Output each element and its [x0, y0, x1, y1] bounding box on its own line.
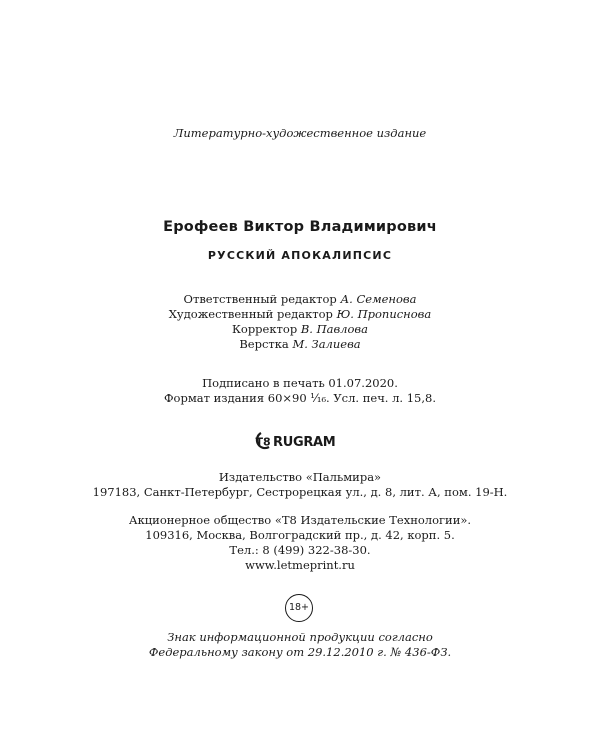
- age-rating-badge: 18+: [285, 594, 313, 622]
- printer-address: 109316, Москва, Волгоградский пр., д. 42, корп. 5.: [145, 528, 455, 542]
- publisher-address: 197183, Санкт-Петербург, Сестрорецкая ул., д. 8, лит. А, пом. 19-Н.: [92, 485, 508, 499]
- age-notice-line: Федеральному закону от 29.12.2010 г. № 436-ФЗ.: [148, 645, 452, 659]
- publisher-name: Издательство «Пальмира»: [218, 470, 382, 484]
- print-format: Формат издания 60×90 ¹⁄₁₆. Усл. печ. л. 15,8.: [163, 391, 436, 405]
- book-title: РУССКИЙ АПОКАЛИПСИС: [207, 249, 393, 262]
- credit-role: Ответственный редактор: [183, 292, 337, 306]
- credit-role: Художественный редактор: [168, 307, 333, 321]
- edition-type: Литературно-художественное издание: [173, 126, 427, 140]
- credit-person: В. Павлова: [300, 322, 368, 336]
- credit-person: М. Залиева: [292, 337, 361, 351]
- printer-name: Акционерное общество «T8 Издательские Технологии».: [128, 513, 472, 527]
- printer-phone: Тел.: 8 (499) 322-38-30.: [229, 543, 371, 557]
- credit-line: [0, 307, 600, 322]
- credit-line: [0, 292, 600, 307]
- t8-rugram-logo-svg: [252, 430, 348, 452]
- credit-role: Верстка: [239, 337, 289, 351]
- credit-role: Корректор: [232, 322, 298, 336]
- credit-line: [0, 322, 600, 337]
- logo-mark-text: T8: [255, 435, 271, 449]
- print-signed: Подписано в печать 01.07.2020.: [202, 376, 398, 390]
- t8-rugram-logo-icon: [0, 430, 600, 456]
- credit-person: А. Семенова: [340, 292, 417, 306]
- printer-website: www.letmeprint.ru: [245, 558, 355, 572]
- author-name: Ерофеев Виктор Владимирович: [163, 219, 437, 235]
- logo-wordmark-text: RUGRAM: [273, 435, 336, 450]
- credit-person: Ю. Прописнова: [336, 307, 432, 321]
- credit-line: [0, 337, 600, 352]
- age-notice-line: Знак информационной продукции согласно: [167, 630, 433, 644]
